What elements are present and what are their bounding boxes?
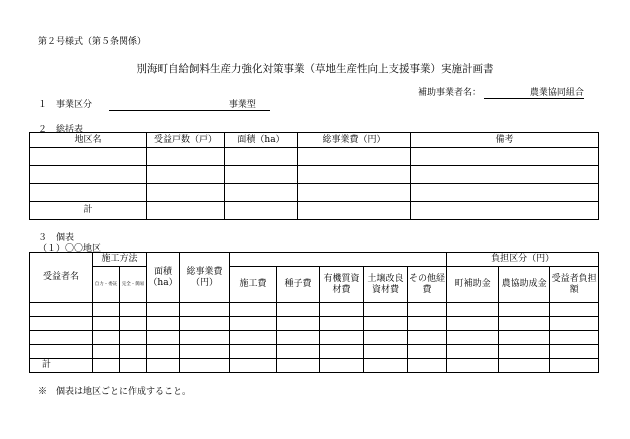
section3-subheading: （１）〇〇地区 [38,244,102,254]
detail-total-label: 計 [30,359,93,373]
summary-total-label: 計 [30,202,147,220]
detail-col-total-cost: 総事業費（円） [180,253,230,303]
table-row [30,317,599,331]
summary-col-households: 受益戸数（戸） [147,133,225,148]
section1-heading: １ 事業区分 [38,100,93,110]
summary-header-row [30,133,599,148]
summary-col-district: 地区名 [30,133,147,148]
detail-col-method: 施工方法 [93,253,147,267]
detail-col-other: その他経費 [408,267,447,303]
table-row [30,148,599,166]
table-row [30,345,599,359]
detail-col-burden: 負担区分（円） [447,253,599,267]
detail-col-beneficiary-burden: 受益者負担額 [550,267,599,303]
detail-col-method-b: 完全・簡易 [120,267,147,303]
summary-table [29,132,599,220]
applicant-line [418,85,584,99]
detail-col-seed: 種子費 [277,267,320,303]
footnote: ※ 個表は地区ごとに作成すること。 [38,387,192,397]
detail-table [29,252,599,373]
detail-col-ja-subsidy: 農協助成金 [499,267,550,303]
detail-col-town-subsidy: 町補助金 [447,267,499,303]
table-row [30,303,599,317]
table-row [30,166,599,184]
detail-col-area: 面積（ha） [147,253,180,303]
detail-col-organic: 有機質資材費 [320,267,364,303]
detail-total-row [30,359,599,373]
section1 [38,97,270,111]
summary-col-total-cost: 総事業費（円） [298,133,411,148]
detail-col-beneficiary: 受益者名 [30,253,93,303]
project-category-blank [109,101,227,111]
section3-heading: ３ 個表 [38,233,75,243]
summary-col-area: 面積（ha） [225,133,298,148]
detail-col-method-a: 自力・委託 [93,267,120,303]
project-type-label: 事業型 [227,97,270,111]
document-title: 別海町自給飼料生産力強化対策事業（草地生産性向上支援事業）実施計画書 [136,63,494,75]
detail-col-soil: 土壌改良資材費 [364,267,408,303]
applicant-label: 補助事業者名： [418,88,482,98]
detail-col-construction: 施工費 [230,267,277,303]
table-row [30,331,599,345]
applicant-name: 農業協同組合 [484,85,584,99]
table-row [30,184,599,202]
form-number: 第２号様式（第５条関係） [38,37,147,47]
summary-total-row [30,202,599,220]
summary-col-remarks: 備考 [411,133,599,148]
section2-heading: ２ 総括表 [38,125,84,135]
